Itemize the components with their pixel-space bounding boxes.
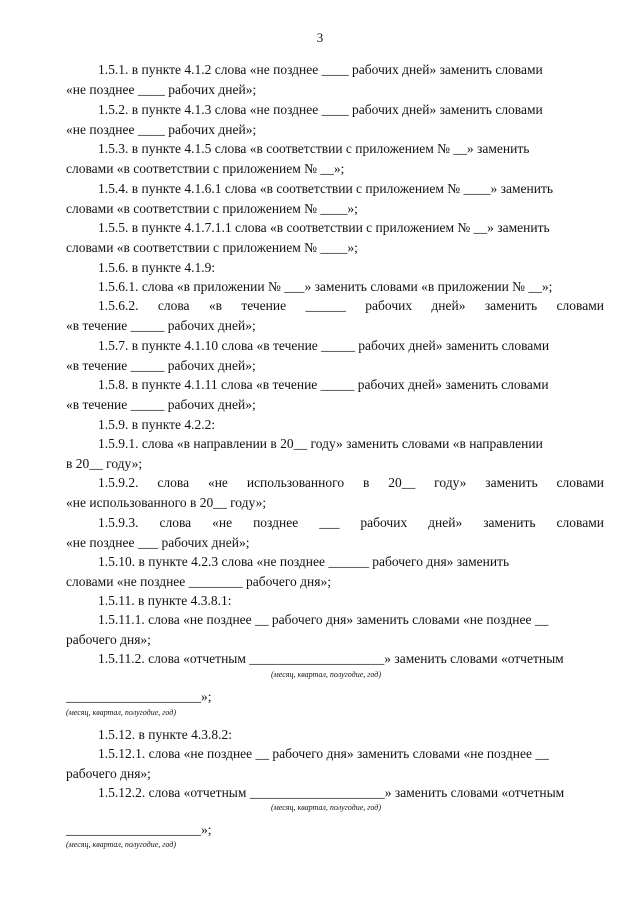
text-line: словами «в соответствии с приложением № __»; [66,161,345,176]
page-number: 3 [316,30,324,45]
field-caption: (месяц, квартал, полугодие, год) [66,708,176,717]
text-line: 1.5.9. в пункте 4.2.2: [98,417,216,432]
text-line: 1.5.1. в пункте 4.1.2 слова «не позднее ____ рабочих дней» заменить словами [98,62,543,77]
text-line: 1.5.12.1. слова «не позднее __ рабочего дня» заменить словами «не позднее __ [98,746,549,761]
text-line: 1.5.3. в пункте 4.1.5 слова «в соответствии с приложением № __» заменить [98,141,530,156]
text-line: 1.5.4. в пункте 4.1.6.1 слова «в соответствии с приложением № ____» заменить [98,181,554,196]
text-line: 1.5.11.1. слова «не позднее __ рабочего дня» заменить словами «не позднее __ [98,612,549,627]
text-line: 1.5.12.2. слова «отчетным ____________________» заменить словами «отчетным [98,785,565,800]
text-line: 1.5.5. в пункте 4.1.7.1.1 слова «в соответствии с приложением № __» заменить [98,220,550,235]
text-line: словами «в соответствии с приложением № ____»; [66,240,358,255]
text-line: 1.5.11.2. слова «отчетным ____________________» заменить словами «отчетным [98,651,564,666]
text-line: 1.5.7. в пункте 4.1.10 слова «в течение _____ рабочих дней» заменить словами [98,338,550,353]
text-line: «не позднее ____ рабочих дней»; [66,122,257,137]
text-line: 1.5.6. в пункте 4.1.9: [98,260,216,275]
text-line: 1.5.9.3. слова «не позднее ___ рабочих дней» заменить словами [98,515,604,530]
text-line: 1.5.8. в пункте 4.1.11 слова «в течение _____ рабочих дней» заменить словами [98,377,549,392]
text-line: «не позднее ___ рабочих дней»; [66,535,250,550]
field-caption: (месяц, квартал, полугодие, год) [271,803,381,812]
text-line: ____________________»; [66,689,212,704]
text-line: в 20__ году»; [66,456,143,471]
text-line: 1.5.2. в пункте 4.1.3 слова «не позднее ____ рабочих дней» заменить словами [98,102,543,117]
text-line: рабочего дня»; [66,766,151,781]
text-line: 1.5.12. в пункте 4.3.8.2: [98,727,232,742]
field-caption: (месяц, квартал, полугодие, год) [66,840,176,849]
text-line: «в течение _____ рабочих дней»; [66,358,256,373]
text-line: ____________________»; [66,822,212,837]
text-line: 1.5.11. в пункте 4.3.8.1: [98,593,232,608]
field-caption: (месяц, квартал, полугодие, год) [271,670,381,679]
text-line: 1.5.6.2. слова «в течение ______ рабочих дней» заменить словами [98,298,604,313]
text-line: 1.5.9.1. слова «в направлении в 20__ году» заменить словами «в направлении [98,436,543,451]
text-line: 1.5.6.1. слова «в приложении № ___» заменить словами «в приложении № __»; [98,279,553,294]
text-line: 1.5.10. в пункте 4.2.3 слова «не позднее ______ рабочего дня» заменить [98,554,510,569]
text-line: «в течение _____ рабочих дней»; [66,397,256,412]
text-line: 1.5.9.2. слова «не использованного в 20__ году» заменить словами [98,475,604,490]
text-line: «в течение _____ рабочих дней»; [66,318,256,333]
text-line: «не использованного в 20__ году»; [66,495,267,510]
text-line: рабочего дня»; [66,632,151,647]
text-line: словами «не позднее ________ рабочего дня»; [66,574,331,589]
text-line: «не позднее ____ рабочих дней»; [66,82,257,97]
text-line: словами «в соответствии с приложением № ____»; [66,201,358,216]
